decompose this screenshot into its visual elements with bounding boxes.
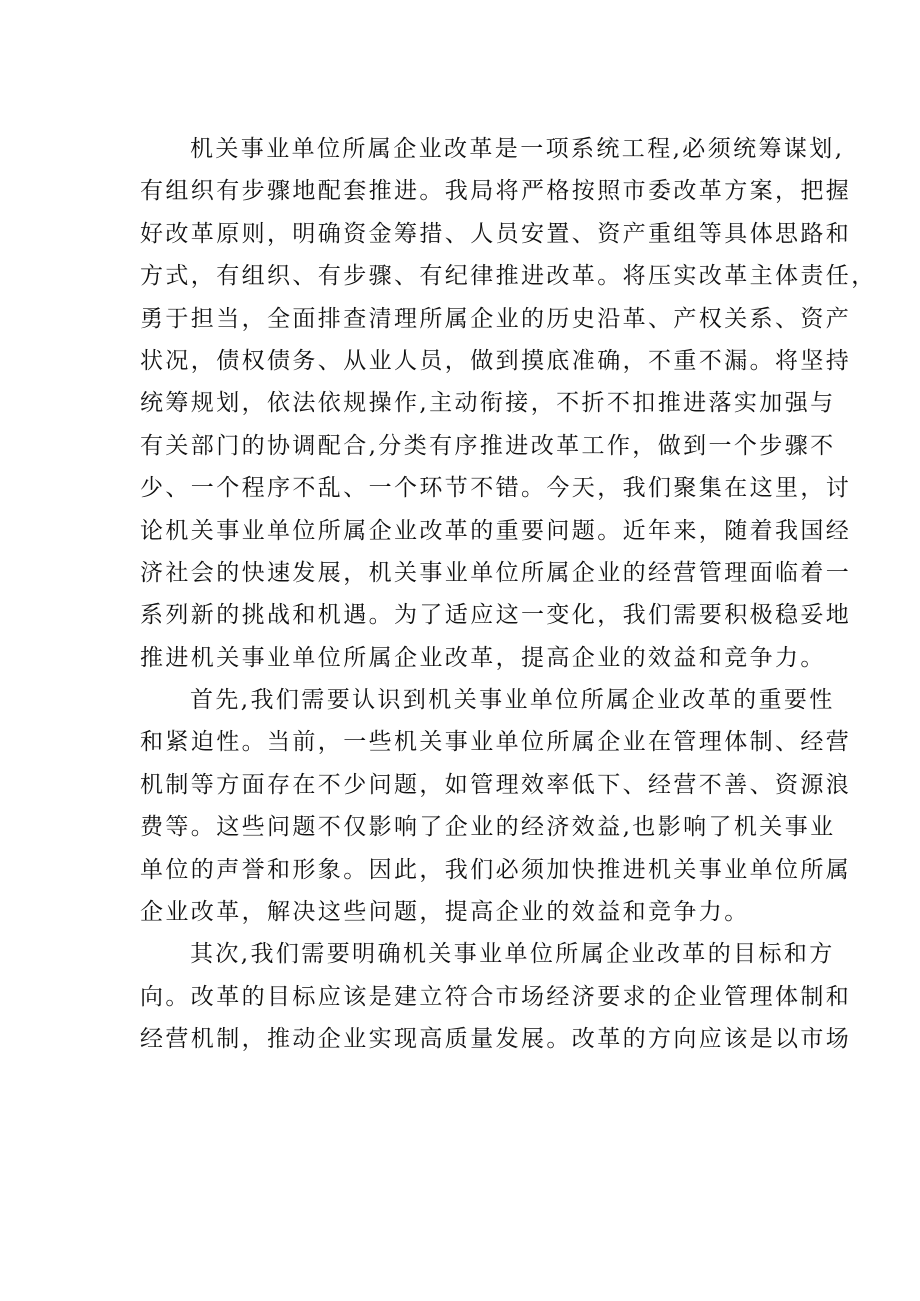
text-line: 机制等方面存在不少问题，如管理效率低下、经营不善、资源浪 xyxy=(140,771,852,798)
text-line: 系列新的挑战和机遇。为了适应这一变化，我们需要积极稳妥地 xyxy=(140,602,852,629)
text-line: 少、一个程序不乱、一个环节不错。今天，我们聚集在这里，讨 xyxy=(140,475,852,502)
text-line: 好改革原则，明确资金筹措、人员安置、资产重组等具体思路和 xyxy=(140,220,852,247)
text-line: 和紧迫性。当前，一些机关事业单位所属企业在管理体制、经营 xyxy=(140,729,852,756)
text-line: 统筹规划，依法依规操作,主动衔接，不折不扣推进落实加强与 xyxy=(140,390,836,417)
text-line: 单位的声誉和形象。因此，我们必须加快推进机关事业单位所属 xyxy=(140,856,852,883)
text-line: 有组织有步骤地配套推进。我局将严格按照市委改革方案，把握 xyxy=(140,178,852,205)
paragraph-2 xyxy=(140,679,852,933)
text-line: 其次,我们需要明确机关事业单位所属企业改革的目标和方 xyxy=(190,941,835,968)
text-line: 勇于担当，全面排查清理所属企业的历史沿革、产权关系、资产 xyxy=(140,305,852,332)
text-line: 推进机关事业单位所属企业改革，提高企业的效益和竞争力。 xyxy=(140,644,826,671)
paragraph-3 xyxy=(140,933,852,1060)
text-line: 论机关事业单位所属企业改革的重要问题。近年来，随着我国经 xyxy=(140,517,852,544)
text-line: 状况，债权债务、从业人员，做到摸底准确，不重不漏。将坚持 xyxy=(140,347,852,374)
text-line: 向。改革的目标应该是建立符合市场经济要求的企业管理体制和 xyxy=(140,983,852,1010)
paragraph-1 xyxy=(140,128,877,679)
text-line: 经营机制，推动企业实现高质量发展。改革的方向应该是以市场 xyxy=(140,1026,852,1053)
text-line: 方式，有组织、有步骤、有纪律推进改革。将压实改革主体责任， xyxy=(140,263,877,290)
text-line: 费等。这些问题不仅影响了企业的经济效益,也影响了机关事业 xyxy=(140,814,836,841)
text-line: 首先,我们需要认识到机关事业单位所属企业改革的重要性 xyxy=(190,687,835,714)
text-line: 企业改革，解决这些问题，提高企业的效益和竞争力。 xyxy=(140,899,750,926)
text-line: 济社会的快速发展，机关事业单位所属企业的经营管理面临着一 xyxy=(140,559,852,586)
text-line: 机关事业单位所属企业改革是一项系统工程,必须统筹谋划, xyxy=(190,136,845,162)
text-line: 有关部门的协调配合,分类有序推进改革工作，做到一个步骤不 xyxy=(140,432,836,459)
document-body xyxy=(140,128,877,1061)
